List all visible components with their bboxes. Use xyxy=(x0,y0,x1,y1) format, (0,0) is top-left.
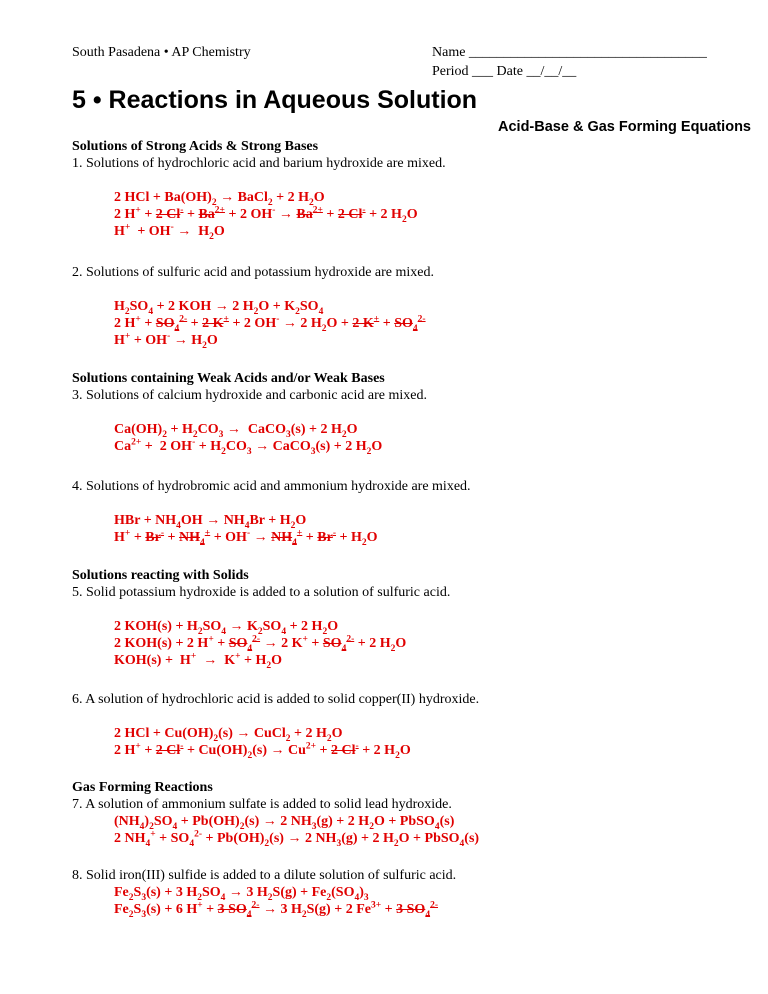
problem-text: 3. Solutions of calcium hydroxide and carbonic acid are mixed. xyxy=(72,388,427,403)
complete-ionic-equation: 2 KOH(s) + 2 $H^+ + SO_4^{2-} \to 2$ $K^+ + SO_4^{2-} + 2$ $H_2O$ xyxy=(114,634,407,654)
name-field-label: Name __________________________________ xyxy=(432,45,707,60)
section-heading: Solutions reacting with Solids xyxy=(72,568,249,583)
equation-block xyxy=(114,884,438,918)
complete-ionic-equation: 2 $H^+ + SO_4^{2-} + 2$ K+ + 2 OH- → 2 $H_2O + 2$ $K^+ + SO_4^{2-}$ xyxy=(114,314,426,334)
period-date-label: Period ___ Date __/__/__ xyxy=(432,64,577,79)
page-title: 5 • Reactions in Aqueous Solution xyxy=(72,86,478,114)
net-ionic-equation: $H^+ + OH^- \to H_2O$ xyxy=(114,222,225,242)
molecular-equation: $Ca(OH)_2 + H_2CO_3$ → CaCO$_3$(s) + 2 $H_2O$ xyxy=(114,422,358,440)
equation-block xyxy=(114,813,479,847)
equation-block xyxy=(114,421,382,455)
section-heading: Gas Forming Reactions xyxy=(72,780,213,795)
molecular-equation: HBr + $NH_4OH \to NH_4Br + H_2O$ xyxy=(114,513,307,531)
equation-block xyxy=(114,725,411,759)
net-ionic-equation: $KOH(s) + H^+ \to K^+ + H_2O$ xyxy=(114,651,283,671)
molecular-equation: $Fe_2S_3(s) + 3$ $H_2SO_4 \to 3$ $H_2S(g) + Fe_2(SO_4)_3$ xyxy=(114,885,369,903)
problem-text: 2. Solutions of sulfuric acid and potassium hydroxide are mixed. xyxy=(72,265,434,280)
page-subtitle: Acid-Base & Gas Forming Equations xyxy=(498,119,751,135)
equation-block xyxy=(114,618,406,669)
section-heading: Solutions containing Weak Acids and/or Weak Bases xyxy=(72,371,385,386)
problem-text: 7. A solution of ammonium sulfate is added to solid lead hydroxide. xyxy=(72,797,452,812)
molecular-equation: 2 HCl + $Ba(OH)_2$ → BaCl$_2$ + 2 $H_2O$ xyxy=(114,190,325,208)
molecular-equation: $H_2SO_4 + 2$ KOH → 2 $H_2O + K_2SO_4$ xyxy=(114,299,324,317)
net-ionic-equation: $Fe_2S_3(s) + 6$ H+ + 3 $SO_4^{2-} \to 3$ $H_2S(g) + 2$ $Fe^{3+} + 3$ $SO_4^{2-}$ xyxy=(114,900,438,920)
problem-text: 1. Solutions of hydrochloric acid and barium hydroxide are mixed. xyxy=(72,156,446,171)
net-ionic-equation: $Ca^{2+} + 2$ $OH^- + H_2CO_3$ → CaCO$_3$(s) + 2 $H_2O$ xyxy=(114,437,383,457)
equation-block xyxy=(114,512,378,546)
net-ionic-equation: 2 $NH_4^+ + SO_4^{2-} + Pb(OH)_2(s) \to 2$ $NH_3(g) + 2$ $H_2O$ + PbSO$_4$(s) xyxy=(114,829,480,849)
complete-ionic-equation: 2 H+ + 2 $Cl^- + Ba^{2+} + 2$ $OH^- \to Ba^{2+} + 2$ Cl- + 2 $H_2O$ xyxy=(114,205,418,225)
section-heading: Solutions of Strong Acids & Strong Bases xyxy=(72,139,319,154)
net-ionic-equation: $H^+ + OH^- \to H_2O$ xyxy=(114,331,218,351)
equation-block xyxy=(114,298,426,349)
molecular-equation: 2 HCl + $Cu(OH)_2(s)$ → CuCl$_2$ + 2 $H_2O$ xyxy=(114,726,343,744)
problem-text: 8. Solid iron(III) sulfide is added to a dilute solution of sulfuric acid. xyxy=(72,868,457,883)
problem-text: 5. Solid potassium hydroxide is added to a solution of sulfuric acid. xyxy=(72,585,451,600)
molecular-equation: 2 $KOH(s) + H_2SO_4 \to K_2SO_4 + 2$ $H_2O$ xyxy=(114,619,339,637)
equation-block xyxy=(114,189,418,240)
molecular-equation: $(NH_4)_2SO_4 + Pb(OH)_2(s) \to 2$ $NH_3(g) + 2$ $H_2O$ + PbSO$_4$(s) xyxy=(114,814,455,832)
course-label: South Pasadena • AP Chemistry xyxy=(72,45,251,60)
net-ionic-equation: $H^+ + Br^- + NH_4^+ + OH^- \to NH_4^+ + Br^- + H_2O$ xyxy=(114,528,378,548)
problem-text: 6. A solution of hydrochloric acid is added to solid copper(II) hydroxide. xyxy=(72,692,480,707)
net-ionic-equation: 2 H+ + 2 $Cl^- + Cu(OH)_2(s) \to Cu^{2+} + 2$ Cl- + 2 $H_2O$ xyxy=(114,741,411,761)
problem-text: 4. Solutions of hydrobromic acid and ammonium hydroxide are mixed. xyxy=(72,479,471,494)
